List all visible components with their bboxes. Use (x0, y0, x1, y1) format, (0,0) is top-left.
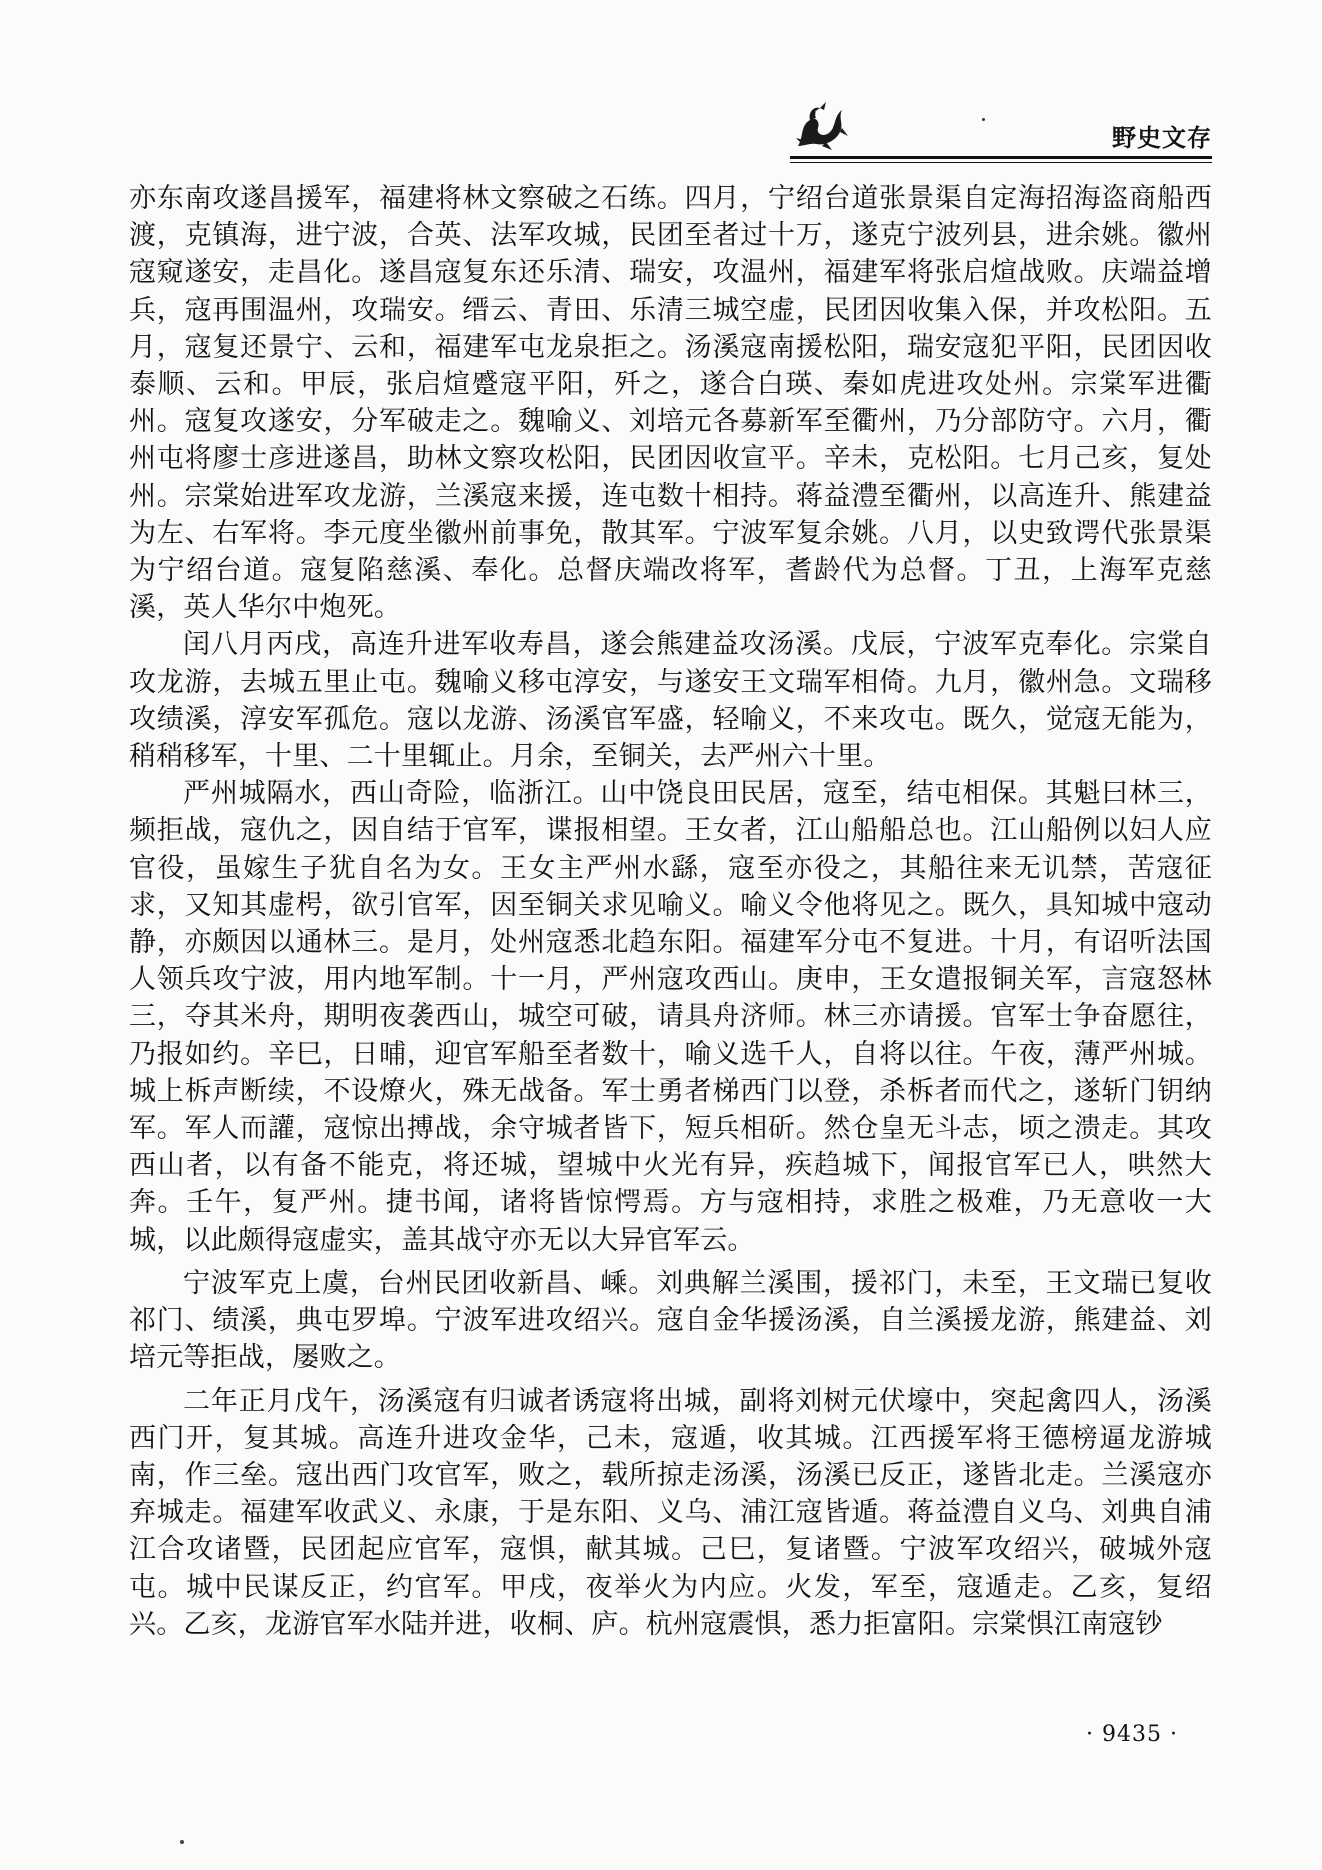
header-rule (790, 156, 1212, 159)
print-speck (180, 1840, 184, 1844)
dragon-emblem-icon (790, 96, 852, 158)
paragraph-4: 宁波军克上虞，台州民团收新昌、嵊。刘典解兰溪围，援祁门，未至，王文瑞已复收祁门、绩溪，典屯罗埠。宁波军进攻绍兴。寇自金华援汤溪，自兰溪援龙游，熊建益、刘培元等拒战，屡败之。 (129, 1267, 1212, 1374)
paragraph-3: 严州城隔水，西山奇险，临浙江。山中饶良田民居，寇至，结屯相保。其魁曰林三，频拒战，寇仇之，因自结于官军，谍报相望。王女者，江山船船总也。江山船例以妇人应官役，虽嫁生子犹自名为女。王女主严州水繇，寇至亦役之，其船往来无讥禁，苦寇征求，又知其虚枵，欲引官军，因至铜关求见喻义。喻义令他将见之。既久，具知城中寇动静，亦颇因以通林三。是月，处州寇悉北趋东阳。福建军分屯不复进。十月，有诏听法国人领兵攻宁波，用内地军制。十一月，严州寇攻西山。庚申，王女遣报铜关军，言寇怒林三，夺其米舟，期明夜袭西山，城空可破，请具舟济师。林三亦请援。官军士争奋愿往，乃报如约。辛巳，日晡，迎官军船至者数十，喻义选千人，自将以往。午夜，薄严州城。城上柝声断续，不设燎火，殊无战备。军士勇者梯西门以登，杀柝者而代之，遂斩门钥纳军。军人而讙，寇惊出搏战，余守城者皆下，短兵相斫。然仓皇无斗志，顷之溃走。其攻西山者，以有备不能克，将还城，望城中火光有异，疾趋城下，闻报官军已人，哄然大奔。壬午，复严州。捷书闻，诸将皆惊愕焉。方与寇相持，求胜之极难，乃无意收一大城，以此颇得寇虚实，盖其战守亦无以大异官军云。 (129, 778, 1212, 1256)
paragraph-2: 闰八月丙戌，高连升进军收寿昌，遂会熊建益攻汤溪。戊辰，宁波军克奉化。宗棠自攻龙游，去城五里止屯。魏喻义移屯淳安，与遂安王文瑞军相倚。九月，徽州急。文瑞移攻绩溪，淳安军孤危。寇以龙游、汤溪官军盛，轻喻义，不来攻屯。既久，觉寇无能为，稍稍移军，十里、二十里辄止。月余，至铜关，去严州六十里。 (129, 629, 1212, 773)
header-rule-thin (790, 162, 1212, 163)
page-number: · 9435 · (1086, 1722, 1178, 1747)
running-header (790, 96, 1212, 166)
body-text (129, 180, 1212, 1643)
paragraph-1: 亦东南攻遂昌援军，福建将林文察破之石练。四月，宁绍台道张景渠自定海招海盗商船西渡，克镇海，进宁波，合英、法军攻城，民团至者过十万，遂克宁波列县，进余姚。徽州寇窥遂安，走昌化。遂昌寇复东还乐清、瑞安，攻温州，福建军将张启煊战败。庆端益增兵，寇再围温州，攻瑞安。缙云、青田、乐清三城空虚，民团因收集入保，并攻松阳。五月，寇复还景宁、云和，福建军屯龙泉拒之。汤溪寇南援松阳，瑞安寇犯平阳，民团因收泰顺、云和。甲辰，张启煊蹙寇平阳，歼之，遂合白瑛、秦如虎进攻处州。宗棠军进衢州。寇复攻遂安，分军破走之。魏喻义、刘培元各募新军至衢州，乃分部防守。六月，衢州屯将廖士彦进遂昌，助林文察攻松阳，民团因收宣平。辛未，克松阳。七月己亥，复处州。宗棠始进军攻龙游，兰溪寇来援，连屯数十相持。蒋益澧至衢州，以高连升、熊建益为左、右军将。李元度坐徽州前事免，散其军。宁波军复余姚。八月，以史致谔代张景渠为宁绍台道。寇复陷慈溪、奉化。总督庆端改将军，耆龄代为总督。丁丑，上海军克慈溪，英人华尔中炮死。 (129, 183, 1212, 624)
header-dot (982, 118, 985, 121)
book-title: 野史文存 (1112, 124, 1212, 152)
paragraph-5: 二年正月戊午，汤溪寇有归诚者诱寇将出城，副将刘树元伏壕中，突起禽四人，汤溪西门开，复其城。高连升进攻金华，己未，寇遁，收其城。江西援军将王德榜逼龙游城南，作三垒。寇出西门攻官军，败之，载所掠走汤溪，汤溪已反正，遂皆北走。兰溪寇亦弃城走。福建军收武义、永康，于是东阳、义乌、浦江寇皆遁。蒋益澧自义乌、刘典自浦江合攻诸暨，民团起应官军，寇惧，献其城。己巳，复诸暨。宁波军攻绍兴，破城外寇屯。城中民谋反正，约官军。甲戌，夜举火为内应。火发，军至，寇遁走。乙亥，复绍兴。乙亥，龙游官军水陆并进，收桐、庐。杭州寇震惧，悉力拒富阳。宗棠惧江南寇钞 (129, 1385, 1212, 1640)
